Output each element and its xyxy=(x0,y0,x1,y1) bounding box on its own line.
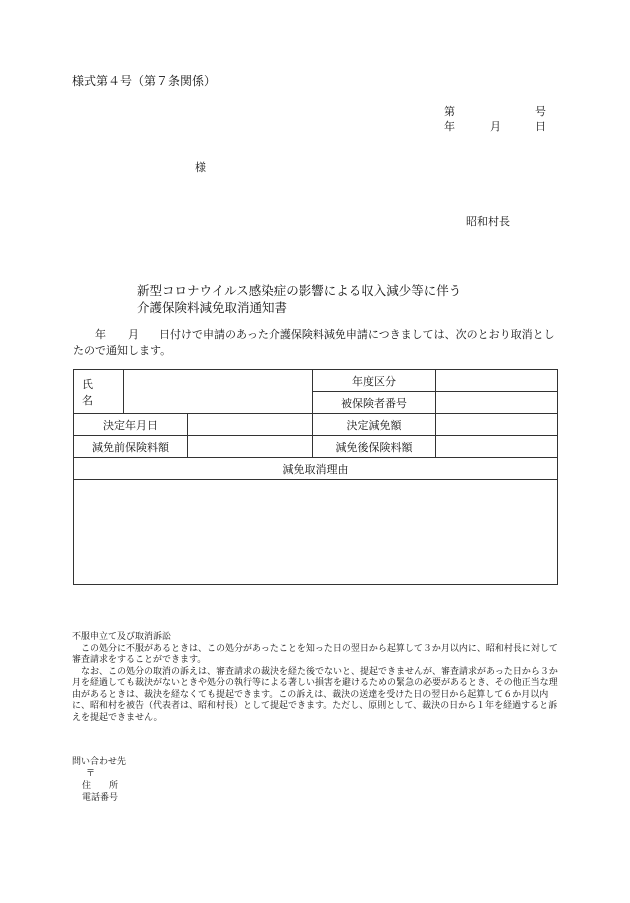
appeal-paragraph-1: この処分に不服があるときは、この処分があったことを知った日の翌日から起算して３か月以内に、昭和村長に対して審査請求をすることができます。 xyxy=(72,643,558,665)
document-number-prefix: 第 xyxy=(444,105,455,118)
contact-block xyxy=(72,756,126,804)
addressee-suffix: 様 xyxy=(195,161,206,174)
decided-reduction-value-cell[interactable] xyxy=(436,414,558,436)
decision-date-value-cell[interactable] xyxy=(188,414,313,436)
date-day: 日 xyxy=(535,120,546,133)
reduction-table xyxy=(73,369,558,585)
phone-label: 電話番号 xyxy=(82,793,119,803)
intro-month: 月 xyxy=(128,328,139,341)
insured-number-label: 被保険者番号 xyxy=(313,392,436,414)
decision-date-label: 決定年月日 xyxy=(74,414,188,436)
contact-heading: 問い合わせ先 xyxy=(72,757,127,767)
fiscal-year-value-cell[interactable] xyxy=(436,370,558,392)
date-month: 月 xyxy=(490,120,501,133)
intro-paragraph xyxy=(73,327,561,359)
date-year: 年 xyxy=(444,120,455,133)
name-value-cell[interactable] xyxy=(124,370,313,414)
address-label-2: 所 xyxy=(109,781,119,791)
premium-after-label: 減免後保険料額 xyxy=(313,436,436,458)
name-label: 氏 名 xyxy=(74,370,124,414)
appeal-paragraph-2: なお、この処分の取消の訴えは、審査請求の裁決を経た後でないと、提起できませんが、審査請求があった日から３か月を経過しても裁決がないときや処分の執行等による著しい損害を避けるための緊急の必要があるとき、その他正当な理由があるときは、裁決を経なくても提起できます。この訴えは、裁決の送達を受けた日の翌日から起算して６か月以内に、昭和村を被告（代表者は、昭和村長）として提起できます。ただし、原則として、裁決の日から１年を経過すると訴えを提起できません。 xyxy=(72,666,558,723)
form-number: 様式第４号（第７条関係） xyxy=(72,74,217,88)
intro-year: 年 xyxy=(95,328,106,341)
postal-mark: 〒 xyxy=(86,769,96,779)
appeal-notice xyxy=(72,632,560,724)
premium-before-value-cell[interactable] xyxy=(188,436,313,458)
appeal-heading: 不服申立て及び取消訴訟 xyxy=(72,632,172,642)
cancellation-reason-value-cell[interactable] xyxy=(74,480,558,585)
document-title-line1: 新型コロナウイルス感染症の影響による収入減少等に伴う xyxy=(137,283,462,298)
address-label-1: 住 xyxy=(82,781,92,791)
fiscal-year-label: 年度区分 xyxy=(313,370,436,392)
document-title-line2: 介護保険料減免取消通知書 xyxy=(137,300,288,315)
premium-after-value-cell[interactable] xyxy=(436,436,558,458)
intro-text: 日付けで申請のあった介護保険料減免申請につきましては、次のとおり取消としたので通知します。 xyxy=(73,328,555,357)
cancellation-reason-label: 減免取消理由 xyxy=(74,458,558,480)
decided-reduction-label: 決定減免額 xyxy=(313,414,436,436)
insured-number-value-cell[interactable] xyxy=(436,392,558,414)
sender-name: 昭和村長 xyxy=(466,215,510,228)
premium-before-label: 減免前保険料額 xyxy=(74,436,188,458)
document-number-suffix: 号 xyxy=(535,105,546,118)
